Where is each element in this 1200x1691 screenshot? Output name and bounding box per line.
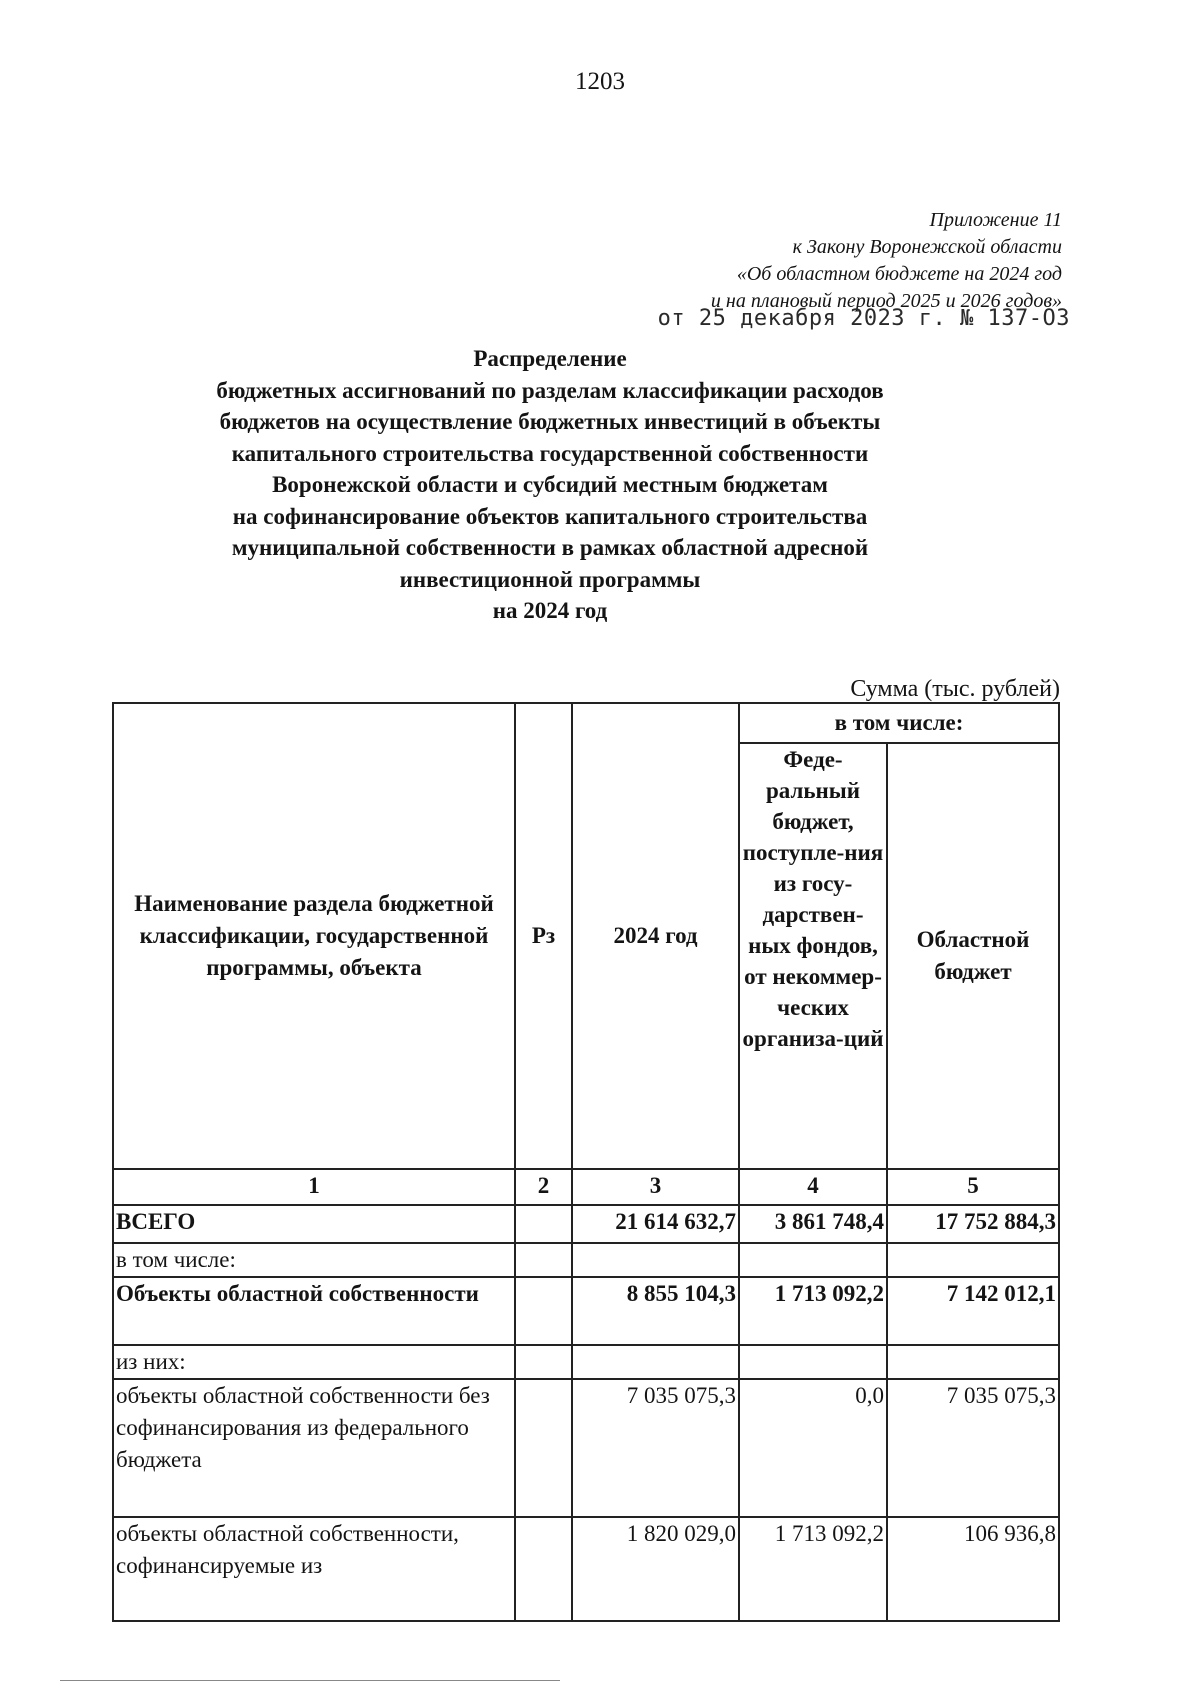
row-total: 7 035 075,3 [572, 1379, 739, 1517]
title-line-2: бюджетных ассигнований по разделам классификации расходов [216, 377, 884, 403]
row-regional: 7 142 012,1 [887, 1277, 1059, 1345]
appendix-reference [711, 207, 1062, 315]
table-row-total [113, 1205, 1059, 1243]
row-regional: 17 752 884,3 [887, 1205, 1059, 1243]
row-total: 8 855 104,3 [572, 1277, 739, 1345]
header-federal: Феде-ральный бюджет, поступле-ния из госу-дарствен-ных фондов, от некоммер-ческих организа-ций [739, 743, 887, 1169]
table-row-including [113, 1243, 1059, 1277]
row-regional [887, 1243, 1059, 1277]
row-rz [515, 1205, 572, 1243]
row-name: Объекты областной собственности [113, 1277, 515, 1345]
header-name: Наименование раздела бюджетной классификации, государственной программы, объекта [113, 703, 515, 1169]
row-total: 1 820 029,0 [572, 1517, 739, 1621]
units-label: Сумма (тыс. рублей) [850, 676, 1060, 702]
title-line-1: Распределение [473, 346, 627, 371]
table-row-cofinanced [113, 1517, 1059, 1621]
header-year: 2024 год [572, 703, 739, 1169]
page-number: 1203 [575, 68, 625, 95]
table-row-of-them [113, 1345, 1059, 1379]
row-federal [739, 1243, 887, 1277]
title-line-5: Воронежской области и субсидий местным бюджетам [272, 472, 828, 497]
header-rz: Рз [515, 703, 572, 1169]
appendix-line-4: и на плановый период 2025 и 2026 годов» [710, 290, 1062, 312]
row-rz [515, 1379, 572, 1517]
row-regional: 106 936,8 [887, 1517, 1059, 1621]
row-name: объекты областной собственности, софинансируемые из [113, 1517, 515, 1621]
row-regional: 7 035 075,3 [887, 1379, 1059, 1517]
column-number-5: 5 [887, 1169, 1059, 1205]
row-total: 21 614 632,7 [572, 1205, 739, 1243]
title-line-7: муниципальной собственности в рамках областной адресной [231, 535, 869, 560]
row-rz [515, 1517, 572, 1621]
row-federal: 3 861 748,4 [739, 1205, 887, 1243]
row-total [572, 1345, 739, 1379]
title-line-4: капитального строительства государственной собственности [231, 440, 869, 466]
header-including: в том числе: [739, 703, 1059, 743]
column-number-1: 1 [113, 1169, 515, 1205]
appendix-line-1: Приложение 11 [929, 209, 1062, 231]
title-line-8: инвестиционной программы [399, 566, 701, 592]
column-number-3: 3 [572, 1169, 739, 1205]
title-line-6: на софинансирование объектов капитального строительства [232, 503, 868, 529]
law-date-stamp: от 25 декабря 2023 г. № 137-ОЗ [657, 306, 1070, 331]
row-total [572, 1243, 739, 1277]
row-regional [887, 1345, 1059, 1379]
row-name: объекты областной собственности без софинансирования из федерального бюджета [113, 1379, 515, 1517]
row-name: ВСЕГО [113, 1205, 515, 1243]
row-rz [515, 1345, 572, 1379]
row-rz [515, 1277, 572, 1345]
row-federal: 1 713 092,2 [739, 1277, 887, 1345]
header-regional: Областной бюджет [887, 743, 1059, 1169]
title-line-9: на 2024 год [492, 598, 608, 623]
row-name: в том числе: [113, 1243, 515, 1277]
appendix-line-2: к Закону Воронежской области [792, 236, 1062, 258]
row-federal [739, 1345, 887, 1379]
row-federal: 1 713 092,2 [739, 1517, 887, 1621]
table-row-regional-objects [113, 1277, 1059, 1345]
appendix-line-3: «Об областном бюджете на 2024 год [736, 263, 1062, 285]
row-rz [515, 1243, 572, 1277]
document-title [150, 343, 950, 627]
title-line-3: бюджетов на осуществление бюджетных инвестиций в объекты [219, 409, 881, 434]
row-name: из них: [113, 1345, 515, 1379]
page-bottom-divider [60, 1680, 560, 1682]
table-row-without-cofinancing [113, 1379, 1059, 1517]
budget-table [112, 702, 1060, 1622]
column-number-2: 2 [515, 1169, 572, 1205]
row-federal: 0,0 [739, 1379, 887, 1517]
column-number-4: 4 [739, 1169, 887, 1205]
